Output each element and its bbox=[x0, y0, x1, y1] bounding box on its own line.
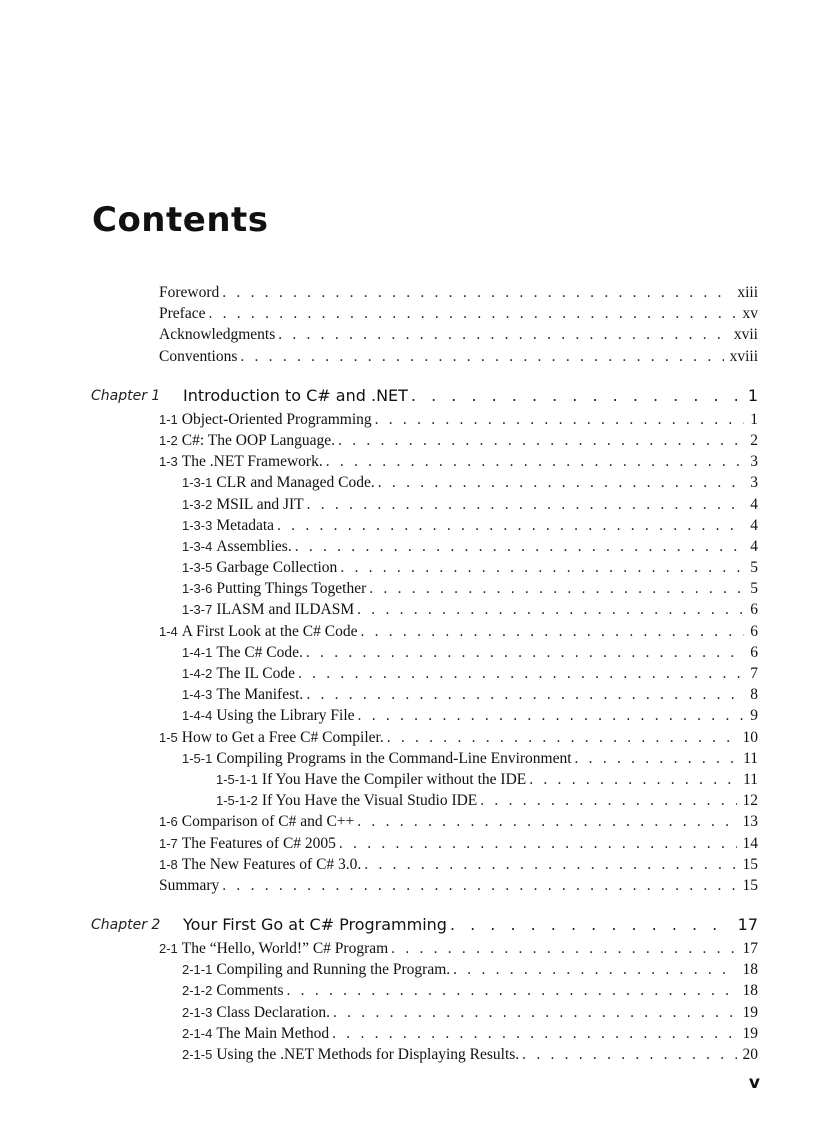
page-number: 13 bbox=[742, 813, 758, 831]
dot-leader bbox=[237, 346, 723, 367]
page-number: xvii bbox=[733, 326, 758, 344]
section-number: 1-3-3 bbox=[182, 517, 213, 533]
entry-title: C#: The OOP Language. bbox=[181, 431, 336, 449]
toc-entry[interactable] bbox=[0, 938, 816, 959]
entry-title: Class Declaration. bbox=[216, 1003, 330, 1021]
toc-entry[interactable] bbox=[0, 1023, 816, 1044]
dot-leader bbox=[274, 515, 744, 536]
entry-title: The IL Code bbox=[216, 665, 295, 682]
toc-entry[interactable] bbox=[0, 684, 816, 705]
page-number: 14 bbox=[742, 834, 758, 852]
toc-entry[interactable] bbox=[0, 599, 816, 620]
page-number: 10 bbox=[742, 728, 758, 746]
page-number: 15 bbox=[742, 855, 758, 873]
dot-leader bbox=[284, 980, 737, 1001]
section-number: 2-1-2 bbox=[182, 983, 213, 999]
entry-title: ILASM and ILDASM bbox=[216, 601, 355, 619]
chapter-2-heading[interactable] bbox=[0, 912, 816, 938]
page-number: xv bbox=[742, 305, 758, 323]
section-number: 1-3-2 bbox=[182, 496, 213, 512]
toc-entry[interactable] bbox=[0, 1002, 816, 1023]
chapter-label: Chapter 1 bbox=[91, 387, 161, 404]
section-number: 1-5-1 bbox=[182, 750, 213, 766]
entry-title: Comments bbox=[216, 982, 284, 1000]
page-number: 8 bbox=[750, 686, 758, 704]
section-number: 1-4-4 bbox=[182, 708, 213, 724]
section-number: 1-2 bbox=[159, 432, 178, 448]
dot-leader bbox=[355, 705, 745, 726]
toc-entry-preface[interactable] bbox=[0, 303, 816, 324]
dot-leader bbox=[375, 472, 744, 493]
page-number: 19 bbox=[742, 1003, 758, 1021]
entry-title: If You Have the Visual Studio IDE bbox=[261, 792, 478, 810]
section-number: 1-3-1 bbox=[182, 475, 213, 491]
page-number: 17 bbox=[737, 915, 758, 935]
section-number: 1-3 bbox=[159, 454, 178, 470]
entry-title: Using the .NET Methods for Displaying Results. bbox=[216, 1046, 520, 1063]
dot-leader bbox=[304, 494, 745, 515]
entry-title: The Manifest. bbox=[216, 686, 304, 704]
dot-leader bbox=[205, 303, 736, 324]
page-number: 18 bbox=[742, 961, 758, 979]
toc-entry[interactable] bbox=[0, 663, 816, 684]
dot-leader bbox=[447, 912, 732, 938]
dot-leader bbox=[219, 282, 731, 303]
toc-entry[interactable] bbox=[0, 811, 816, 832]
toc-entry[interactable] bbox=[0, 854, 816, 875]
page-number: 4 bbox=[750, 537, 758, 555]
dot-leader bbox=[526, 769, 737, 790]
page-number: xviii bbox=[729, 347, 758, 365]
section-number: 1-4-3 bbox=[182, 687, 213, 703]
section-number: 1-5 bbox=[159, 729, 178, 745]
entry-title: A First Look at the C# Code bbox=[181, 622, 358, 640]
page-number: 20 bbox=[742, 1046, 758, 1063]
page-number: 15 bbox=[742, 876, 758, 894]
page-number: 1 bbox=[750, 410, 758, 428]
dot-leader bbox=[303, 684, 744, 705]
toc-entry[interactable] bbox=[0, 748, 816, 769]
entry-title: Preface bbox=[159, 305, 206, 323]
page-number: 3 bbox=[750, 453, 758, 471]
entry-title: The New Features of C# 3.0. bbox=[181, 855, 362, 873]
toc-entry[interactable] bbox=[0, 642, 816, 663]
page-number: 5 bbox=[750, 559, 758, 577]
page-number: 12 bbox=[742, 792, 758, 810]
dot-leader bbox=[330, 1002, 737, 1023]
entry-title: How to Get a Free C# Compiler. bbox=[181, 728, 384, 746]
toc-entry[interactable] bbox=[0, 578, 816, 599]
chapter-1-heading[interactable] bbox=[0, 383, 816, 409]
dot-leader bbox=[572, 748, 738, 769]
page-number: 19 bbox=[742, 1024, 758, 1042]
dot-leader bbox=[354, 811, 736, 832]
page-number: 6 bbox=[750, 622, 758, 640]
section-number: 2-1-4 bbox=[182, 1025, 213, 1041]
entry-title: Putting Things Together bbox=[216, 580, 367, 598]
section-number: 1-3-5 bbox=[182, 560, 213, 576]
dot-leader bbox=[372, 409, 745, 430]
section-number: 1-3-4 bbox=[182, 538, 213, 554]
entry-title: Metadata bbox=[216, 516, 275, 534]
section-number: 2-1-3 bbox=[182, 1004, 213, 1020]
section-number: 1-3-7 bbox=[182, 602, 213, 618]
toc-entry[interactable] bbox=[0, 536, 816, 557]
toc-entry[interactable] bbox=[0, 790, 816, 811]
dot-leader bbox=[323, 451, 745, 472]
toc-entry-foreword[interactable] bbox=[0, 282, 816, 303]
dot-leader bbox=[275, 324, 728, 345]
section-number: 1-4-1 bbox=[182, 644, 213, 660]
toc-entry[interactable] bbox=[0, 705, 816, 726]
page-number: 17 bbox=[742, 940, 758, 958]
entry-title: Garbage Collection bbox=[216, 559, 338, 577]
dot-leader bbox=[219, 875, 736, 896]
page-number: 7 bbox=[750, 665, 758, 682]
entry-title: Compiling and Running the Program. bbox=[216, 961, 451, 979]
toc-entry[interactable] bbox=[0, 557, 816, 578]
dot-leader bbox=[336, 833, 737, 854]
toc-entry[interactable] bbox=[0, 472, 816, 493]
page-number: 1 bbox=[747, 385, 758, 405]
toc-entry[interactable] bbox=[0, 515, 816, 536]
toc-entry[interactable] bbox=[0, 727, 816, 748]
dot-leader bbox=[388, 938, 736, 959]
entry-title: If You Have the Compiler without the IDE bbox=[261, 770, 527, 788]
dot-leader bbox=[292, 536, 745, 557]
page-number: 4 bbox=[750, 495, 758, 513]
dot-leader bbox=[337, 557, 744, 578]
dot-leader bbox=[450, 959, 736, 980]
page-number: 18 bbox=[742, 982, 758, 1000]
page-number: 2 bbox=[750, 431, 758, 449]
dot-leader bbox=[303, 642, 744, 663]
chapter-label: Chapter 2 bbox=[91, 917, 161, 934]
toc-entry[interactable] bbox=[0, 621, 816, 642]
chapter-title: Your First Go at C# Programming bbox=[183, 915, 447, 935]
toc-entry[interactable] bbox=[0, 494, 816, 515]
entry-title: Foreword bbox=[159, 284, 220, 301]
dot-leader bbox=[295, 663, 744, 684]
toc-entry[interactable] bbox=[0, 833, 816, 854]
entry-title: The C# Code. bbox=[216, 643, 303, 661]
section-number: 2-1 bbox=[159, 941, 178, 957]
section-number: 1-5-1-1 bbox=[216, 771, 258, 787]
dot-leader bbox=[477, 790, 736, 811]
page-folio: v bbox=[748, 1073, 760, 1093]
toc-entry-acknowledgments[interactable] bbox=[0, 324, 816, 345]
dot-leader bbox=[366, 578, 744, 599]
dot-leader bbox=[357, 621, 744, 642]
entry-title: The Features of C# 2005 bbox=[181, 834, 336, 852]
page-number: 11 bbox=[743, 770, 758, 788]
toc-entry[interactable] bbox=[0, 451, 816, 472]
section-number: 2-1-5 bbox=[182, 1047, 213, 1062]
entry-title: Conventions bbox=[159, 347, 238, 365]
dot-leader bbox=[408, 383, 742, 409]
page-number: 11 bbox=[743, 749, 758, 767]
toc-entry[interactable] bbox=[0, 430, 816, 451]
table-of-contents bbox=[0, 282, 816, 1065]
section-number: 1-3-6 bbox=[182, 581, 213, 597]
dot-leader bbox=[519, 1044, 736, 1065]
dot-leader bbox=[354, 599, 744, 620]
toc-entry[interactable] bbox=[0, 980, 816, 1001]
page-title: Contents bbox=[92, 200, 269, 240]
entry-title: The .NET Framework. bbox=[181, 453, 323, 471]
toc-entry[interactable] bbox=[0, 409, 816, 430]
entry-title: The Main Method bbox=[216, 1024, 330, 1042]
section-number: 1-6 bbox=[159, 814, 178, 830]
toc-entry[interactable] bbox=[0, 769, 816, 790]
section-number: 1-4-2 bbox=[182, 666, 213, 681]
page-number: 4 bbox=[750, 516, 758, 534]
toc-entry[interactable] bbox=[0, 1044, 816, 1065]
entry-title: Compiling Programs in the Command-Line Environment bbox=[216, 749, 572, 767]
page-number: 3 bbox=[750, 474, 758, 492]
section-number: 1-1 bbox=[159, 411, 178, 427]
section-number: 1-5-1-2 bbox=[216, 793, 258, 809]
section-number: 1-7 bbox=[159, 835, 178, 851]
entry-title: Comparison of C# and C++ bbox=[181, 813, 355, 831]
chapter-title: Introduction to C# and .NET bbox=[183, 385, 408, 405]
toc-entry-summary[interactable] bbox=[0, 875, 816, 896]
entry-title: MSIL and JIT bbox=[216, 495, 304, 513]
entry-title: Using the Library File bbox=[216, 707, 355, 725]
page-number: 6 bbox=[750, 643, 758, 661]
entry-title: Assemblies. bbox=[216, 537, 292, 555]
dot-leader bbox=[329, 1023, 736, 1044]
section-number: 1-8 bbox=[159, 856, 178, 872]
page-number: xiii bbox=[737, 284, 758, 301]
dot-leader bbox=[335, 430, 744, 451]
dot-leader bbox=[361, 854, 736, 875]
page-number: 5 bbox=[750, 580, 758, 598]
entry-title: Acknowledgments bbox=[159, 326, 276, 344]
toc-entry[interactable] bbox=[0, 959, 816, 980]
page-number: 6 bbox=[750, 601, 758, 619]
page-number: 9 bbox=[750, 707, 758, 725]
entry-title: Object-Oriented Programming bbox=[181, 410, 372, 428]
dot-leader bbox=[384, 727, 737, 748]
section-number: 2-1-1 bbox=[182, 962, 213, 978]
section-number: 1-4 bbox=[159, 623, 178, 639]
entry-title: The “Hello, World!” C# Program bbox=[181, 940, 389, 958]
entry-title: Summary bbox=[159, 876, 220, 894]
toc-entry-conventions[interactable] bbox=[0, 346, 816, 367]
entry-title: CLR and Managed Code. bbox=[216, 474, 375, 492]
